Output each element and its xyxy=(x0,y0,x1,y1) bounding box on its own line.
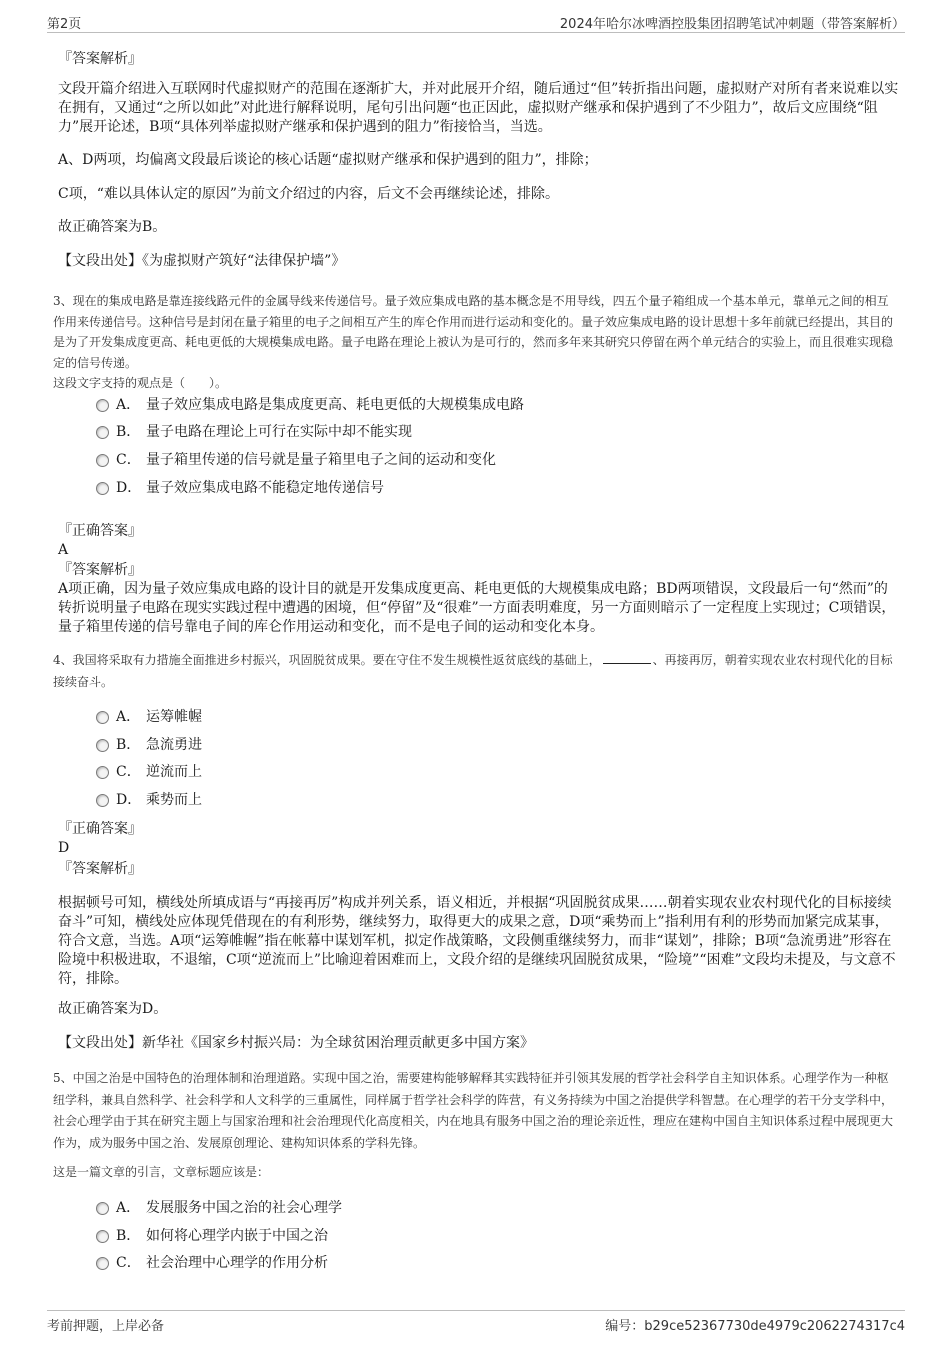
answer-label-3: 『正确答案』 xyxy=(58,523,142,539)
radio-icon[interactable] xyxy=(96,454,109,467)
question-3-prompt: 这段文字支持的观点是（ ）。 xyxy=(53,376,228,390)
analysis-paragraph-4: 故正确答案为B。 xyxy=(58,219,167,235)
analysis-paragraph-3: C项，“难以具体认定的原因”为前文介绍过的内容，后文不会再继续论述，排除。 xyxy=(58,186,560,202)
option-5c[interactable]: C． 社会治理中心理学的作用分析 xyxy=(96,1253,328,1273)
radio-icon[interactable] xyxy=(96,739,109,752)
question-5-stem: 5、中国之治是中国特色的治理体制和治理道路。实现中国之治，需要建构能够解释其实践特征并引领其发展的哲学社会科学自主知识体系。心理学作为一种枢纽学科，兼具自然科学、社会科学和人文科学的三重属性，同样属于哲学社会科学的阵营，有义务持续为中国之治提供学科智慧。在心理学的若干分支学科中，社会心理学由于其在研究主题上与国家治理和社会治理现代化高度相关，内在地具有服务中国之治的理论亲近性，理应在建构中国自主知识体系过程中展现更大作为，成为服务中国之治、发展原创理论、建构知识体系的学科先锋。 xyxy=(53,1071,894,1150)
option-4a[interactable]: A． 运筹帷幄 xyxy=(96,707,202,727)
answer-3: A xyxy=(58,542,69,558)
question-5-prompt: 这是一篇文章的引言，文章标题应该是： xyxy=(53,1165,270,1179)
analysis-paragraph-2: A、D两项，均偏离文段最后谈论的核心话题“虚拟财产继承和保护遇到的阻力”，排除； xyxy=(58,152,598,168)
question-4-stem: 4、我国将采取有力措施全面推进乡村振兴，巩固脱贫成果。要在守住不发生规模性返贫底线的基础上， 、再接再厉，朝着实现农业农村现代化的目标接续奋斗。 xyxy=(53,653,893,689)
document-code: 编号：b29ce52367730de4979c2062274317c4 xyxy=(605,1319,905,1334)
analysis-label-3: 『答案解析』 xyxy=(58,562,142,578)
page-header xyxy=(47,10,905,33)
radio-icon[interactable] xyxy=(96,482,109,495)
option-3b[interactable]: B． 量子电路在理论上可行在实际中却不能实现 xyxy=(96,422,412,442)
radio-icon[interactable] xyxy=(96,794,109,807)
option-3a[interactable]: A． 量子效应集成电路是集成度更高、耗电更低的大规模集成电路 xyxy=(96,395,524,415)
fill-blank xyxy=(603,651,651,664)
radio-icon[interactable] xyxy=(96,766,109,779)
analysis-3: A项正确，因为量子效应集成电路的设计目的就是开发集成度更高、耗电更低的大规模集成电路；BD两项错误，文段最后一句“然而”的转折说明量子电路在现实实践过程中遭遇的困境，但“停留”及“很难”一方面表明难度，另一方面则暗示了一定程度上实现过；C项错误，量子箱里传递的信号靠电子间的库仑作用运动和变化，而不是电子间的运动和变化本身。 xyxy=(58,581,896,635)
answer-4: D xyxy=(58,840,70,856)
analysis-label-1: 『答案解析』 xyxy=(58,51,142,67)
radio-icon[interactable] xyxy=(96,711,109,724)
radio-icon[interactable] xyxy=(96,1230,109,1243)
radio-icon[interactable] xyxy=(96,1257,109,1270)
source-1: 【文段出处】《为虚拟财产筑好“法律保护墙”》 xyxy=(58,253,346,269)
option-4d[interactable]: D． 乘势而上 xyxy=(96,790,202,810)
document-title: 2024年哈尔冰啤酒控股集团招聘笔试冲刺题（带答案解析） xyxy=(559,17,905,32)
analysis-paragraph-1: 文段开篇介绍进入互联网时代虚拟财产的范围在逐渐扩大，并对此展开介绍，随后通过“但”转折指出问题，虚拟财产对所有者来说难以实在拥有，又通过“之所以如此”对此进行解释说明，尾句引出问题“也正因此，虚拟财产继承和保护遇到了不少阻力”，故后文应围绕“阻力”展开论述，B项“具体列举虚拟财产继承和保护遇到的阻力”衔接恰当，当选。 xyxy=(58,81,899,135)
answer-label-4: 『正确答案』 xyxy=(58,821,142,837)
option-3c[interactable]: C． 量子箱里传递的信号就是量子箱里电子之间的运动和变化 xyxy=(96,450,496,470)
footer-slogan: 考前押题，上岸必备 xyxy=(47,1319,165,1334)
radio-icon[interactable] xyxy=(96,1202,109,1215)
source-4: 【文段出处】新华社《国家乡村振兴局：为全球贫困治理贡献更多中国方案》 xyxy=(58,1035,534,1051)
analysis-4: 根据顿号可知，横线处所填成语与“再接再厉”构成并列关系，语义相近，并根据“巩固脱贫成果……朝着实现农业农村现代化的目标接续奋斗”可知，横线处应体现凭借现在的有利形势，继续努力，取得更大的成果之意，D项“乘势而上”指利用有利的形势而加紧完成某事，符合文意，当选。A项“运筹帷幄”指在帐幕中谋划军机，拟定作战策略，文段侧重继续努力，而非“谋划”，排除；B项“急流勇进”形容在险境中积极进取，不退缩，C项“逆流而上”比喻迎着困难而上，文段介绍的是继续巩固脱贫成果，“险境”“困难”文段均未提及，与文意不符，排除。 xyxy=(58,895,896,987)
radio-icon[interactable] xyxy=(96,426,109,439)
radio-icon[interactable] xyxy=(96,399,109,412)
option-3d[interactable]: D． 量子效应集成电路不能稳定地传递信号 xyxy=(96,478,384,498)
option-5b[interactable]: B． 如何将心理学内嵌于中国之治 xyxy=(96,1226,328,1246)
analysis-label-4: 『答案解析』 xyxy=(58,861,142,877)
conclusion-4: 故正确答案为D。 xyxy=(58,1001,168,1017)
page-footer xyxy=(47,1310,905,1335)
question-3-stem: 3、现在的集成电路是靠连接线路元件的金属导线来传递信号。量子效应集成电路的基本概念是不用导线，四五个量子箱组成一个基本单元，靠单元之间的相互作用来传递信号。这种信号是封闭在量子箱里的电子之间相互产生的库仑作用而进行运动和变化的。量子效应集成电路的设计思想十多年前就已经提出，其目的是为了开发集成度更高、耗电更低的大规模集成电路。量子电路在理论上被认为是可行的，然而多年来其研究只停留在两个单元结合的实验上，而且很难实现稳定的信号传递。 xyxy=(53,294,894,370)
page-number: 第2页 xyxy=(47,17,82,32)
option-4b[interactable]: B． 急流勇进 xyxy=(96,735,202,755)
option-4c[interactable]: C． 逆流而上 xyxy=(96,762,202,782)
option-5a[interactable]: A． 发展服务中国之治的社会心理学 xyxy=(96,1198,342,1218)
